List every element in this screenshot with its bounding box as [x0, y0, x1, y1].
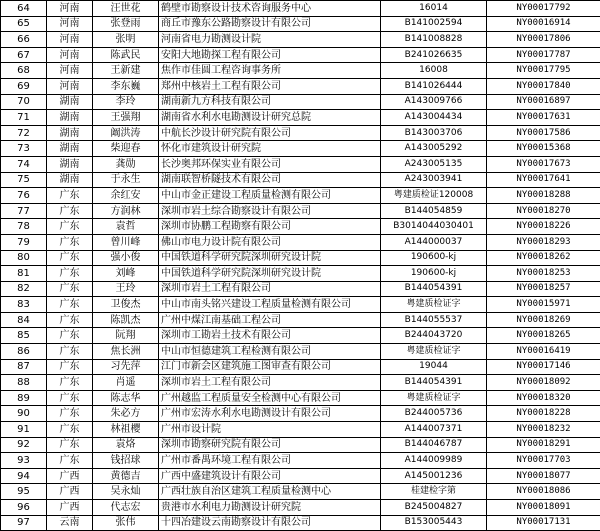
person-name-cell: 陈武民 [93, 47, 159, 63]
table-row [1, 422, 600, 438]
organization-cell: 深圳市岩土工程有限公司 [159, 375, 381, 391]
certificate-cell: A243005135 [381, 156, 487, 172]
province-cell: 广东 [47, 266, 93, 282]
registration-code-cell: NY00017703 [487, 453, 600, 469]
organization-cell: 中国铁道科学研究院深圳研究设计院 [159, 266, 381, 282]
organization-cell: 深圳市岩土综合勘察设计有限公司 [159, 203, 381, 219]
registration-code-cell: NY00017806 [487, 32, 600, 48]
person-name-cell: 朱必方 [93, 406, 159, 422]
table-row [1, 344, 600, 360]
row-number-cell: 76 [1, 188, 47, 204]
registration-code-cell: NY00017787 [487, 47, 600, 63]
certificate-cell: B141026444 [381, 78, 487, 94]
certificate-cell: 桂建检字第 [381, 484, 487, 500]
person-name-cell: 李玲 [93, 94, 159, 110]
province-cell: 广西 [47, 500, 93, 516]
registration-code-cell: NY00018270 [487, 203, 600, 219]
registration-code-cell: NY00017586 [487, 125, 600, 141]
province-cell: 广东 [47, 312, 93, 328]
registration-code-cell: NY00015971 [487, 297, 600, 313]
province-cell: 广东 [47, 344, 93, 360]
person-name-cell: 余红安 [93, 188, 159, 204]
table-row [1, 78, 600, 94]
person-name-cell: 黄德吉 [93, 468, 159, 484]
row-number-cell: 71 [1, 110, 47, 126]
registration-code-cell: NY00018265 [487, 328, 600, 344]
certificate-cell: B153005443 [381, 515, 487, 531]
person-name-cell: 强小俊 [93, 250, 159, 266]
certificate-cell: 16008 [381, 63, 487, 79]
registration-code-cell: NY00018320 [487, 390, 600, 406]
table-row [1, 297, 600, 313]
province-cell: 湖南 [47, 156, 93, 172]
table-row [1, 453, 600, 469]
registration-code-cell: NY00017641 [487, 172, 600, 188]
person-name-cell: 陈志华 [93, 390, 159, 406]
province-cell: 广东 [47, 281, 93, 297]
province-cell: 河南 [47, 16, 93, 32]
province-cell: 广东 [47, 328, 93, 344]
table-row [1, 172, 600, 188]
registration-code-cell: NY00016897 [487, 94, 600, 110]
registration-code-cell: NY00018077 [487, 468, 600, 484]
table-row [1, 219, 600, 235]
person-name-cell: 王强翔 [93, 110, 159, 126]
row-number-cell: 85 [1, 328, 47, 344]
person-name-cell: 焦长洲 [93, 344, 159, 360]
certificate-cell: B141008828 [381, 32, 487, 48]
person-name-cell: 王玲 [93, 281, 159, 297]
registration-code-cell: NY00018291 [487, 437, 600, 453]
organization-cell: 安阳大地勘探工程有限公司 [159, 47, 381, 63]
organization-cell: 广州市宏涛水利水电勘测设计有限公司 [159, 406, 381, 422]
certificate-cell: 粤建质检证120008 [381, 188, 487, 204]
province-cell: 湖南 [47, 125, 93, 141]
registration-code-cell: NY00018232 [487, 422, 600, 438]
certificate-cell: 190600-kj [381, 266, 487, 282]
row-number-cell: 91 [1, 422, 47, 438]
province-cell: 广东 [47, 219, 93, 235]
organization-cell: 湖南联智桥隧技术有限公司 [159, 172, 381, 188]
row-number-cell: 89 [1, 390, 47, 406]
organization-cell: 十四冶建设云南勘察设计有限公司 [159, 515, 381, 531]
certificate-cell: B245004827 [381, 500, 487, 516]
organization-cell: 焦作市佳圆工程咨询事务所 [159, 63, 381, 79]
table-row [1, 375, 600, 391]
organization-cell: 佛山市电力设计院有限公司 [159, 234, 381, 250]
table-row [1, 250, 600, 266]
table-row [1, 406, 600, 422]
certificate-cell: B244005736 [381, 406, 487, 422]
organization-cell: 贵港市水利电力勘测设计研究院 [159, 500, 381, 516]
province-cell: 湖南 [47, 110, 93, 126]
person-name-cell: 阮翔 [93, 328, 159, 344]
row-number-cell: 65 [1, 16, 47, 32]
certificate-cell: B144055537 [381, 312, 487, 328]
row-number-cell: 96 [1, 500, 47, 516]
person-name-cell: 陈凯杰 [93, 312, 159, 328]
certificate-cell: B144046787 [381, 437, 487, 453]
row-number-cell: 81 [1, 266, 47, 282]
organization-cell: 广州中煤江南基础工程公司 [159, 312, 381, 328]
row-number-cell: 77 [1, 203, 47, 219]
row-number-cell: 80 [1, 250, 47, 266]
row-number-cell: 68 [1, 63, 47, 79]
certificate-cell: A144000037 [381, 234, 487, 250]
registration-code-cell: NY00018269 [487, 312, 600, 328]
registration-code-cell: NY00017795 [487, 63, 600, 79]
organization-cell: 中国铁道科学研究院深圳研究设计院 [159, 250, 381, 266]
registration-code-cell: NY00016419 [487, 344, 600, 360]
certificate-cell: 19044 [381, 359, 487, 375]
table-row [1, 16, 600, 32]
province-cell: 广东 [47, 390, 93, 406]
table-row [1, 390, 600, 406]
certificate-cell: B144054859 [381, 203, 487, 219]
organization-cell: 广西中盛建筑设计有限公司 [159, 468, 381, 484]
province-cell: 广东 [47, 422, 93, 438]
province-cell: 广西 [47, 484, 93, 500]
organization-cell: 中山市金正建设工程质量检测有限公司 [159, 188, 381, 204]
table-row [1, 484, 600, 500]
row-number-cell: 69 [1, 78, 47, 94]
organization-cell: 中山市南头铭兴建设工程质量检测有限公司 [159, 297, 381, 313]
province-cell: 广东 [47, 406, 93, 422]
table-row [1, 110, 600, 126]
registration-code-cell: NY00017131 [487, 515, 600, 531]
province-cell: 广东 [47, 250, 93, 266]
registration-code-cell: NY00018226 [487, 219, 600, 235]
person-name-cell: 汪世花 [93, 1, 159, 17]
row-number-cell: 72 [1, 125, 47, 141]
table-row [1, 234, 600, 250]
certificate-cell: B144054391 [381, 375, 487, 391]
organization-cell: 商丘市豫东公路勘察设计有限公司 [159, 16, 381, 32]
registration-code-cell: NY00017146 [487, 359, 600, 375]
province-cell: 河南 [47, 47, 93, 63]
registration-code-cell: NY00016914 [487, 16, 600, 32]
province-cell: 云南 [47, 515, 93, 531]
province-cell: 广东 [47, 453, 93, 469]
province-cell: 河南 [47, 78, 93, 94]
table-row [1, 47, 600, 63]
row-number-cell: 87 [1, 359, 47, 375]
person-name-cell: 阚洪涛 [93, 125, 159, 141]
table-row [1, 312, 600, 328]
person-name-cell: 刘峰 [93, 266, 159, 282]
table-row [1, 188, 600, 204]
province-cell: 河南 [47, 32, 93, 48]
row-number-cell: 90 [1, 406, 47, 422]
table-row [1, 141, 600, 157]
organization-cell: 河南省电力勘测设计院 [159, 32, 381, 48]
registration-code-cell: NY00017792 [487, 1, 600, 17]
certificate-cell: A143005292 [381, 141, 487, 157]
table-body [1, 1, 600, 531]
organization-cell: 中山市恒德建筑工程检测有限公司 [159, 344, 381, 360]
certificate-cell: B241026635 [381, 47, 487, 63]
registration-code-cell: NY00018288 [487, 188, 600, 204]
table-row [1, 500, 600, 516]
certificate-cell: B144054391 [381, 281, 487, 297]
row-number-cell: 88 [1, 375, 47, 391]
row-number-cell: 73 [1, 141, 47, 157]
organization-cell: 鹤壁市勘察设计技术咨询服务中心 [159, 1, 381, 17]
certificate-cell: B3014044030401 [381, 219, 487, 235]
table-row [1, 328, 600, 344]
organization-cell: 广西壮族自治区建筑工程质量检测中心 [159, 484, 381, 500]
table-row [1, 125, 600, 141]
table-row [1, 94, 600, 110]
certificate-cell: A144007371 [381, 422, 487, 438]
province-cell: 湖南 [47, 141, 93, 157]
province-cell: 广东 [47, 203, 93, 219]
registration-code-cell: NY00018086 [487, 484, 600, 500]
certificate-cell: 190600-kj [381, 250, 487, 266]
province-cell: 湖南 [47, 172, 93, 188]
table-row [1, 63, 600, 79]
certificate-cell: 粤建质检证字 [381, 297, 487, 313]
certificate-cell: B244043720 [381, 328, 487, 344]
row-number-cell: 64 [1, 1, 47, 17]
organization-cell: 深圳市岩土工程有限公司 [159, 281, 381, 297]
person-name-cell: 张明 [93, 32, 159, 48]
row-number-cell: 94 [1, 468, 47, 484]
province-cell: 广东 [47, 297, 93, 313]
organization-cell: 广州越监工程质量安全检测中心有限公司 [159, 390, 381, 406]
person-name-cell: 习先萍 [93, 359, 159, 375]
person-name-cell: 吴永灿 [93, 484, 159, 500]
registration-code-cell: NY00018091 [487, 500, 600, 516]
table-row [1, 281, 600, 297]
row-number-cell: 92 [1, 437, 47, 453]
organization-cell: 广州市番禺环境工程有限公司 [159, 453, 381, 469]
registration-code-cell: NY00018253 [487, 266, 600, 282]
row-number-cell: 86 [1, 344, 47, 360]
organization-cell: 江门市新会区建筑施工图审查有限公司 [159, 359, 381, 375]
organization-cell: 中航长沙设计研究院有限公司 [159, 125, 381, 141]
table-row [1, 468, 600, 484]
province-cell: 湖南 [47, 94, 93, 110]
organization-cell: 深圳市勘察研究院有限公司 [159, 437, 381, 453]
row-number-cell: 84 [1, 312, 47, 328]
organization-cell: 郑州中核岩土工程有限公司 [159, 78, 381, 94]
organization-cell: 深圳市协鹏工程勘察有限公司 [159, 219, 381, 235]
registration-code-cell: NY00018262 [487, 250, 600, 266]
row-number-cell: 78 [1, 219, 47, 235]
organization-cell: 怀化市建筑设计研究院 [159, 141, 381, 157]
organization-cell: 深圳市工勘岩土技术有限公司 [159, 328, 381, 344]
certificate-cell: A143009766 [381, 94, 487, 110]
person-name-cell: 龚勋 [93, 156, 159, 172]
province-cell: 广东 [47, 234, 93, 250]
certificate-cell: A143004434 [381, 110, 487, 126]
row-number-cell: 97 [1, 515, 47, 531]
certificate-cell: 16014 [381, 1, 487, 17]
person-name-cell: 袁烙 [93, 437, 159, 453]
province-cell: 广东 [47, 188, 93, 204]
row-number-cell: 67 [1, 47, 47, 63]
row-number-cell: 93 [1, 453, 47, 469]
row-number-cell: 66 [1, 32, 47, 48]
registration-code-cell: NY00018257 [487, 281, 600, 297]
table-row [1, 156, 600, 172]
province-cell: 广东 [47, 437, 93, 453]
organization-cell: 湖南省水利水电勘测设计研究总院 [159, 110, 381, 126]
person-name-cell: 李东巍 [93, 78, 159, 94]
row-number-cell: 82 [1, 281, 47, 297]
province-cell: 河南 [47, 1, 93, 17]
table-row [1, 266, 600, 282]
province-cell: 河南 [47, 63, 93, 79]
row-number-cell: 75 [1, 172, 47, 188]
person-name-cell: 卫俊杰 [93, 297, 159, 313]
person-name-cell: 于永生 [93, 172, 159, 188]
certificate-cell: B141002594 [381, 16, 487, 32]
person-name-cell: 肖遥 [93, 375, 159, 391]
person-name-cell: 钱招球 [93, 453, 159, 469]
table-row [1, 32, 600, 48]
person-name-cell: 张伟 [93, 515, 159, 531]
registration-code-cell: NY00017631 [487, 110, 600, 126]
registration-code-cell: NY00018228 [487, 406, 600, 422]
person-name-cell: 代志宏 [93, 500, 159, 516]
row-number-cell: 70 [1, 94, 47, 110]
registration-code-cell: NY00018092 [487, 375, 600, 391]
organization-cell: 湖南新九方科技有限公司 [159, 94, 381, 110]
table-row [1, 359, 600, 375]
province-cell: 广东 [47, 359, 93, 375]
table-row [1, 1, 600, 17]
person-name-cell: 王新建 [93, 63, 159, 79]
row-number-cell: 95 [1, 484, 47, 500]
registration-code-cell: NY00015368 [487, 141, 600, 157]
province-cell: 广东 [47, 375, 93, 391]
person-name-cell: 林祖樱 [93, 422, 159, 438]
certificate-cell: A243003941 [381, 172, 487, 188]
province-cell: 广西 [47, 468, 93, 484]
person-name-cell: 袁哲 [93, 219, 159, 235]
person-name-cell: 方润林 [93, 203, 159, 219]
certificate-cell: A145001236 [381, 468, 487, 484]
person-name-cell: 曾川峰 [93, 234, 159, 250]
registration-code-cell: NY00017840 [487, 78, 600, 94]
certificate-cell: 粤建质检证字 [381, 344, 487, 360]
certificate-cell: 粤建质检证字 [381, 390, 487, 406]
table-row [1, 515, 600, 531]
person-name-cell: 张登雨 [93, 16, 159, 32]
table-row [1, 203, 600, 219]
organization-cell: 广州市设计院 [159, 422, 381, 438]
organization-cell: 长沙奥邦环保实业有限公司 [159, 156, 381, 172]
row-number-cell: 74 [1, 156, 47, 172]
row-number-cell: 83 [1, 297, 47, 313]
registration-code-cell: NY00018293 [487, 234, 600, 250]
table-row [1, 437, 600, 453]
person-name-cell: 柴迎春 [93, 141, 159, 157]
row-number-cell: 79 [1, 234, 47, 250]
certificate-cell: B143003706 [381, 125, 487, 141]
certificate-cell: A144009989 [381, 453, 487, 469]
registration-code-cell: NY00017673 [487, 156, 600, 172]
